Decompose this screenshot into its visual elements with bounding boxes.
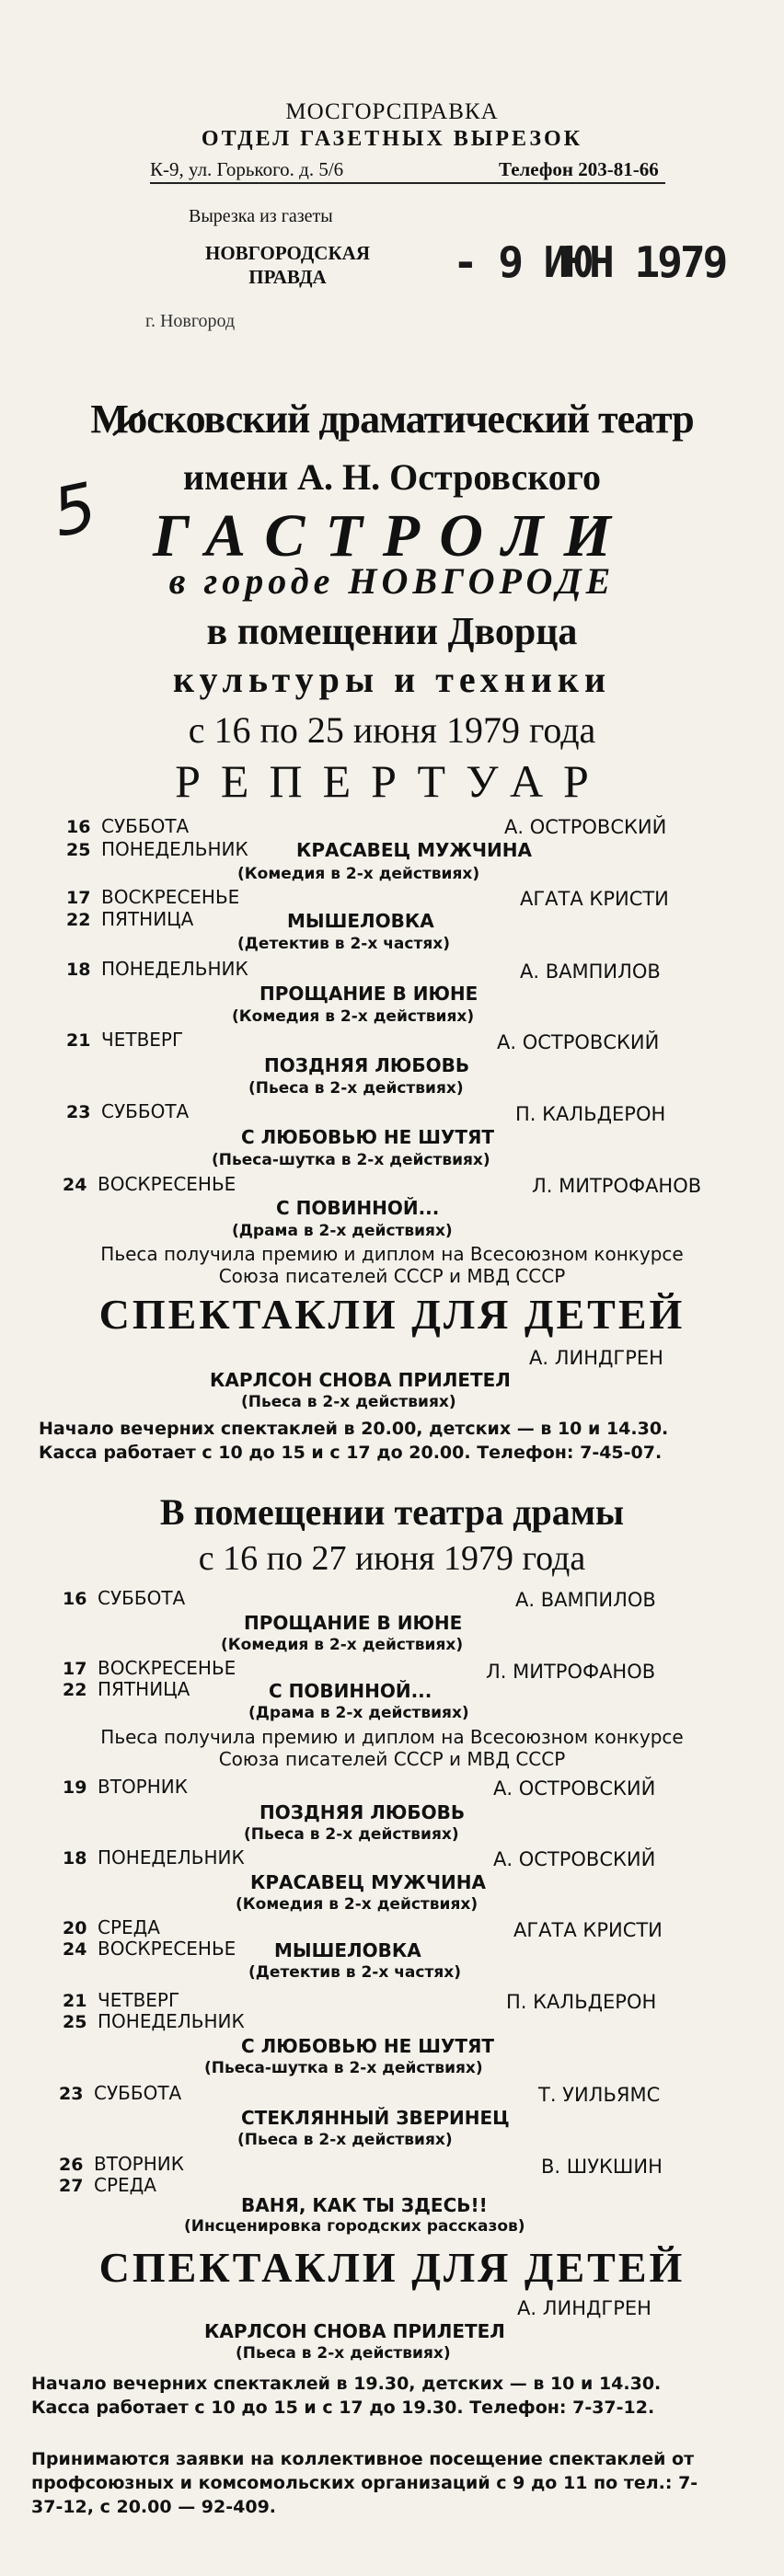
day-number: 16 xyxy=(66,817,91,837)
prize-note-line-2: Союза писателей СССР и МВД СССР xyxy=(218,1748,566,1770)
play-title: ПРОЩАНИЕ В ИЮНЕ xyxy=(259,983,478,1005)
author: А. ЛИНДГРЕН xyxy=(517,2297,651,2319)
author: А. ВАМПИЛОВ xyxy=(515,1589,656,1611)
tour-dates: с 16 по 25 июня 1979 года xyxy=(188,709,596,751)
weekday: ВТОРНИК xyxy=(98,1776,188,1798)
day-number: 22 xyxy=(63,1680,87,1700)
schedule-note: Начало вечерних спектаклей в 20.00, детских — в 10 и 14.30. Касса работает с 10 до 15 и с 17 до 20.00. Телефон: 7-45-07. xyxy=(39,1419,669,1463)
weekday: СУББОТА xyxy=(101,1100,190,1122)
author: П. КАЛЬДЕРОН xyxy=(506,1991,657,2013)
handwritten-mark: 5 xyxy=(45,467,104,552)
play-genre: (Драма в 2-х действиях) xyxy=(232,1222,453,1240)
day-number: 23 xyxy=(66,1102,91,1122)
author: А. ЛИНДГРЕН xyxy=(529,1347,663,1369)
author: А. ОСТРОВСКИЙ xyxy=(493,1777,656,1800)
weekday: ПОНЕДЕЛЬНИК xyxy=(98,1846,245,1869)
weekday: ЧЕТВЕРГ xyxy=(98,1989,180,2011)
weekday: ПОНЕДЕЛЬНИК xyxy=(98,2010,245,2032)
weekday: СРЕДА xyxy=(98,1916,160,1938)
weekday: ПОНЕДЕЛЬНИК xyxy=(101,838,248,860)
weekday: ВОСКРЕСЕНЬЕ xyxy=(98,1173,236,1195)
date-stamp: - 9 ИЮН 1979 xyxy=(453,237,726,287)
play-genre: (Пьеса-шутка в 2-х действиях) xyxy=(204,2059,483,2077)
newspaper-name: НОВГОРОДСКАЯ ПРАВДА xyxy=(204,242,370,288)
author: АГАТА КРИСТИ xyxy=(513,1919,663,1941)
day-number: 25 xyxy=(66,840,91,860)
kids-section-title: СПЕКТАКЛИ ДЛЯ ДЕТЕЙ xyxy=(98,1291,686,1338)
weekday: СУББОТА xyxy=(101,815,190,837)
play-genre: (Пьеса в 2-х действиях) xyxy=(244,1825,459,1844)
author: А. ОСТРОВСКИЙ xyxy=(497,1031,660,1053)
play-genre: (Комедия в 2-х действиях) xyxy=(221,1636,464,1654)
weekday: СУББОТА xyxy=(98,1587,186,1609)
day-number: 18 xyxy=(66,960,91,980)
author: Л. МИТРОФАНОВ xyxy=(532,1175,702,1197)
day-number: 26 xyxy=(59,2155,84,2175)
prize-note-line-1: Пьеса получила премию и диплом на Всесоюзном конкурсе xyxy=(100,1726,684,1748)
newspaper-city: г. Новгород xyxy=(145,311,236,331)
venue-dates: с 16 по 27 июня 1979 года xyxy=(198,1539,586,1578)
weekday: ВОСКРЕСЕНЬЕ xyxy=(101,886,240,908)
author: А. ОСТРОВСКИЙ xyxy=(493,1848,656,1870)
theatre-title: Московский драматический театр xyxy=(90,397,694,442)
day-number: 25 xyxy=(63,2012,87,2032)
play-title: КРАСАВЕЦ МУЖЧИНА xyxy=(296,839,532,861)
prize-note-line-1: Пьеса получила премию и диплом на Всесоюзном конкурсе xyxy=(100,1243,684,1265)
play-title: КРАСАВЕЦ МУЖЧИНА xyxy=(250,1871,486,1893)
play-genre: (Пьеса в 2-х действиях) xyxy=(241,1393,456,1411)
weekday: ПЯТНИЦА xyxy=(98,1678,190,1700)
weekday: ПЯТНИЦА xyxy=(101,908,194,930)
play-genre: (Комедия в 2-х действиях) xyxy=(232,1007,475,1026)
venue-title: В помещении театра драмы xyxy=(159,1491,625,1533)
play-title: МЫШЕЛОВКА xyxy=(287,910,434,932)
author: Л. МИТРОФАНОВ xyxy=(486,1661,656,1683)
prize-note-line-2: Союза писателей СССР и МВД СССР xyxy=(218,1265,566,1287)
author: П. КАЛЬДЕРОН xyxy=(515,1103,666,1125)
play-genre: (Пьеса в 2-х действиях) xyxy=(237,2131,453,2149)
day-number: 17 xyxy=(66,888,91,908)
play-title: С ПОВИННОЙ... xyxy=(276,1197,440,1219)
play-title: МЫШЕЛОВКА xyxy=(274,1939,421,1961)
play-genre: (Драма в 2-х действиях) xyxy=(248,1704,469,1722)
author: АГАТА КРИСТИ xyxy=(520,888,669,910)
author: В. ШУКШИН xyxy=(541,2156,663,2178)
day-number: 21 xyxy=(63,1991,87,2011)
header-divider xyxy=(150,182,665,184)
play-genre: (Инсценировка городских рассказов) xyxy=(184,2217,525,2236)
day-number: 21 xyxy=(66,1030,91,1051)
agency-address: К-9, ул. Горького. д. 5/6 xyxy=(150,158,344,180)
day-number: 20 xyxy=(63,1918,87,1938)
kids-section-title: СПЕКТАКЛИ ДЛЯ ДЕТЕЙ xyxy=(98,2244,686,2291)
weekday: СРЕДА xyxy=(94,2174,156,2196)
play-title: ПОЗДНЯЯ ЛЮБОВЬ xyxy=(264,1054,470,1076)
theatre-name: имени А. Н. Островского xyxy=(183,456,601,498)
group-booking-note: Принимаются заявки на коллективное посещение спектаклей от профсоюзных и комсомольских организаций с 9 до 11 по тел.: 7-37-12, с 20.00 — 92-409. xyxy=(31,2449,698,2517)
play-title: ПОЗДНЯЯ ЛЮБОВЬ xyxy=(259,1801,466,1823)
play-genre: (Пьеса в 2-х действиях) xyxy=(236,2344,451,2363)
headline: ГАСТРОЛИ xyxy=(153,502,631,569)
day-number: 23 xyxy=(59,2084,84,2104)
day-number: 27 xyxy=(59,2176,84,2196)
author: А. ВАМПИЛОВ xyxy=(520,960,661,983)
repertoire-title: РЕПЕРТУАР xyxy=(175,755,609,807)
day-number: 22 xyxy=(66,910,91,930)
play-title: ПРОЩАНИЕ В ИЮНЕ xyxy=(244,1612,463,1634)
play-title: КАРЛСОН СНОВА ПРИЛЕТЕЛ xyxy=(210,1369,511,1391)
play-genre: (Пьеса-шутка в 2-х действиях) xyxy=(212,1151,490,1169)
agency-phone: Телефон 203-81-66 xyxy=(499,158,659,180)
day-number: 17 xyxy=(63,1659,87,1679)
play-title: С ПОВИННОЙ... xyxy=(269,1680,432,1702)
play-genre: (Детектив в 2-х частях) xyxy=(237,935,450,953)
day-number: 19 xyxy=(63,1777,87,1798)
venue-line-1: в помещении Дворца xyxy=(206,611,578,653)
day-number: 16 xyxy=(63,1589,87,1609)
weekday: СУББОТА xyxy=(94,2082,182,2104)
agency-name: МОСГОРСПРАВКА xyxy=(285,99,499,124)
play-title: С ЛЮБОВЬЮ НЕ ШУТЯТ xyxy=(241,1126,495,1148)
weekday: ВОСКРЕСЕНЬЕ xyxy=(98,1657,236,1679)
weekday: ЧЕТВЕРГ xyxy=(101,1029,184,1051)
author: Т. УИЛЬЯМС xyxy=(538,2084,661,2106)
play-title: КАРЛСОН СНОВА ПРИЛЕТЕЛ xyxy=(204,2320,505,2342)
department-name: ОТДЕЛ ГАЗЕТНЫХ ВЫРЕЗОК xyxy=(201,127,583,151)
day-number: 24 xyxy=(63,1175,87,1195)
play-genre: (Пьеса в 2-х действиях) xyxy=(248,1079,464,1098)
play-genre: (Комедия в 2-х действиях) xyxy=(237,865,480,883)
weekday: ВОСКРЕСЕНЬЕ xyxy=(98,1938,236,1960)
play-title: ВАНЯ, КАК ТЫ ЗДЕСЬ!! xyxy=(241,2194,488,2216)
day-number: 18 xyxy=(63,1848,87,1869)
play-genre: (Комедия в 2-х действиях) xyxy=(236,1895,478,1914)
weekday: ВТОРНИК xyxy=(94,2153,184,2175)
venue-line-2: культуры и техники xyxy=(173,659,611,700)
play-title: С ЛЮБОВЬЮ НЕ ШУТЯТ xyxy=(241,2035,495,2057)
play-genre: (Детектив в 2-х частях) xyxy=(248,1963,461,1982)
clipping-from-label: Вырезка из газеты xyxy=(189,206,333,226)
day-number: 24 xyxy=(63,1939,87,1960)
city-line: в городе НОВГОРОДЕ xyxy=(168,560,616,602)
weekday: ПОНЕДЕЛЬНИК xyxy=(101,958,248,980)
schedule-note: Начало вечерних спектаклей в 19.30, детских — в 10 и 14.30. Касса работает с 10 до 15 и с 17 до 19.30. Телефон: 7-37-12. xyxy=(31,2374,662,2418)
play-title: СТЕКЛЯННЫЙ ЗВЕРИНЕЦ xyxy=(241,2107,510,2129)
author: А. ОСТРОВСКИЙ xyxy=(504,816,667,838)
